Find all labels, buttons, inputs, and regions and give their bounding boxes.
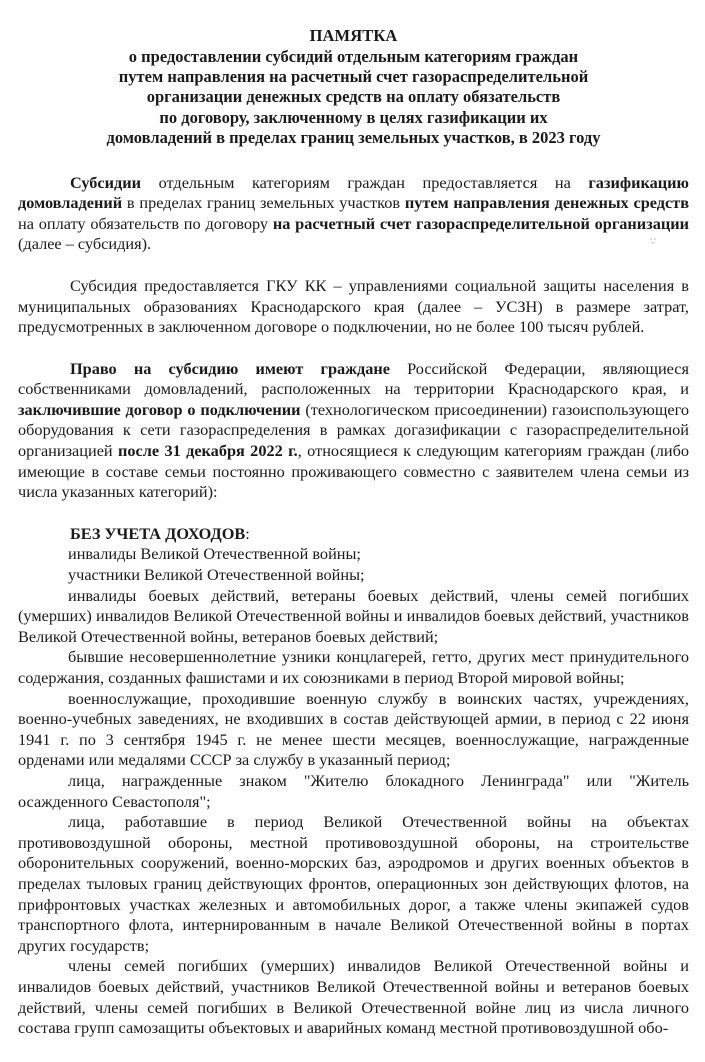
document-title: ПАМЯТКА <box>309 26 398 45</box>
list-item: члены семей погибших (умерших) инвалидов Великой Отечественной войны и инвалидов боевых действий, участников Великой Отечественной войны и ветеранов боевых действий, члены семей погибших в Великой Отечественной войне лиц из числа личного состава групп самозащиты объектовых и аварийных команд местной противовоздушной обо- <box>18 956 689 1038</box>
bold-text: на расчетный счет газораспределительной организации <box>272 213 689 233</box>
text: в пределах границ земельных участков <box>122 193 405 213</box>
list-item: бывшие несовершеннолетние узники концлагерей, гетто, других мест принудительного содержания, созданных фашистами и их союзниками в период Второй мировой войны; <box>18 647 689 687</box>
subtitle-line: по договору, заключенному в целях газификации их <box>159 107 548 127</box>
text: (технологическом присоединении) газоиспользующего оборудования к сети газораспределения в рамках догазификации с газораспределительной организацией <box>18 399 689 461</box>
subtitle-line: путем направления на расчетный счет газораспределительной <box>118 66 589 86</box>
subtitle-line: о предоставлении субсидий отдельным категориям граждан <box>128 46 579 66</box>
text: на оплату обязательств по договору <box>18 213 273 233</box>
category-list <box>18 524 689 1039</box>
subtitle-line: домовладений в пределах границ земельных участков, в 2023 году <box>106 128 601 148</box>
bold-text: после 31 декабря 2022 г. <box>118 441 298 461</box>
heading-suffix: : <box>245 523 250 543</box>
text: Российской Федерации, являющиеся собственниками домовладений, расположенных на территории Краснодарского края, и <box>18 358 690 399</box>
bold-text: Право на субсидию имеют граждане <box>70 358 390 378</box>
bold-text: путем направления денежных средств <box>404 193 690 213</box>
list-item: участники Великой Отечественной войны; <box>68 565 365 585</box>
list-item: инвалиды Великой Отечественной войны; <box>68 544 361 564</box>
paragraph-eligibility <box>18 359 689 503</box>
document-subtitle <box>18 47 689 149</box>
bold-text: Субсидии <box>70 172 142 192</box>
heading-text: БЕЗ УЧЕТА ДОХОДОВ <box>70 523 246 543</box>
subtitle-line: организации денежных средств на оплату обязательств <box>146 87 561 107</box>
bold-text: заключившие договор о подключении <box>18 399 301 419</box>
text: отдельным категориям граждан предоставляется на <box>141 172 589 192</box>
scan-artifact-mark: ∵ <box>650 237 656 247</box>
list-item: лица, награжденные знаком "Жителю блокадного Ленинграда" или "Житель осажденного Севастополя"; <box>18 770 689 811</box>
text: (далее – субсидия). <box>18 234 152 254</box>
list-item: лица, работавшие в период Великой Отечественной войны на объектах противовоздушной обороны, местной противовоздушной обороны, на строительстве оборонительных сооружений, военно-морских баз, аэродромов и других военных объектов в пределах тыловых границ действующих фронтов, операционных зон действующих флотов, на прифронтовых участках железных и автомобильных дорог, а также члены экипажей судов транспортного флота, интернированным в начале Великой Отечественной войны в портах других государств; <box>18 812 689 955</box>
paragraph-subsidy-provider: Субсидия предоставляется ГКУ КК – управлениями социальной защиты населения в муниципальных образованиях Краснодарского края (далее – УСЗН) в размере затрат, предусмотренных в заключенном договоре о подключении, но не более 100 тысяч рублей. <box>18 275 689 337</box>
category-list-heading <box>18 524 689 545</box>
paragraph-subsidy-definition <box>18 173 689 255</box>
list-item: военнослужащие, проходившие военную службу в воинских частях, учреждениях, военно-учебных заведениях, не входивших в состав действующей армии, в период с 22 июня 1941 г. по 3 сентября 1945 г. не менее шести месяцев, военнослужащие, награжденные орденами или медалями СССР за службу в указанный период; <box>18 688 689 770</box>
text: , относящиеся к следующим категориям граждан (либо имеющие в составе семьи постоянно проживающего совместно с заявителем члена семьи из числа указанных категорий): <box>18 441 690 502</box>
bold-text: газификацию домовладений <box>18 172 689 213</box>
list-item: инвалиды боевых действий, ветераны боевых действий, члены семей погибших (умерших) инвалидов Великой Отечественной войны и инвалидов боевых действий, участников Великой Отечественной войны, ветеранов боевых действий; <box>18 585 689 646</box>
